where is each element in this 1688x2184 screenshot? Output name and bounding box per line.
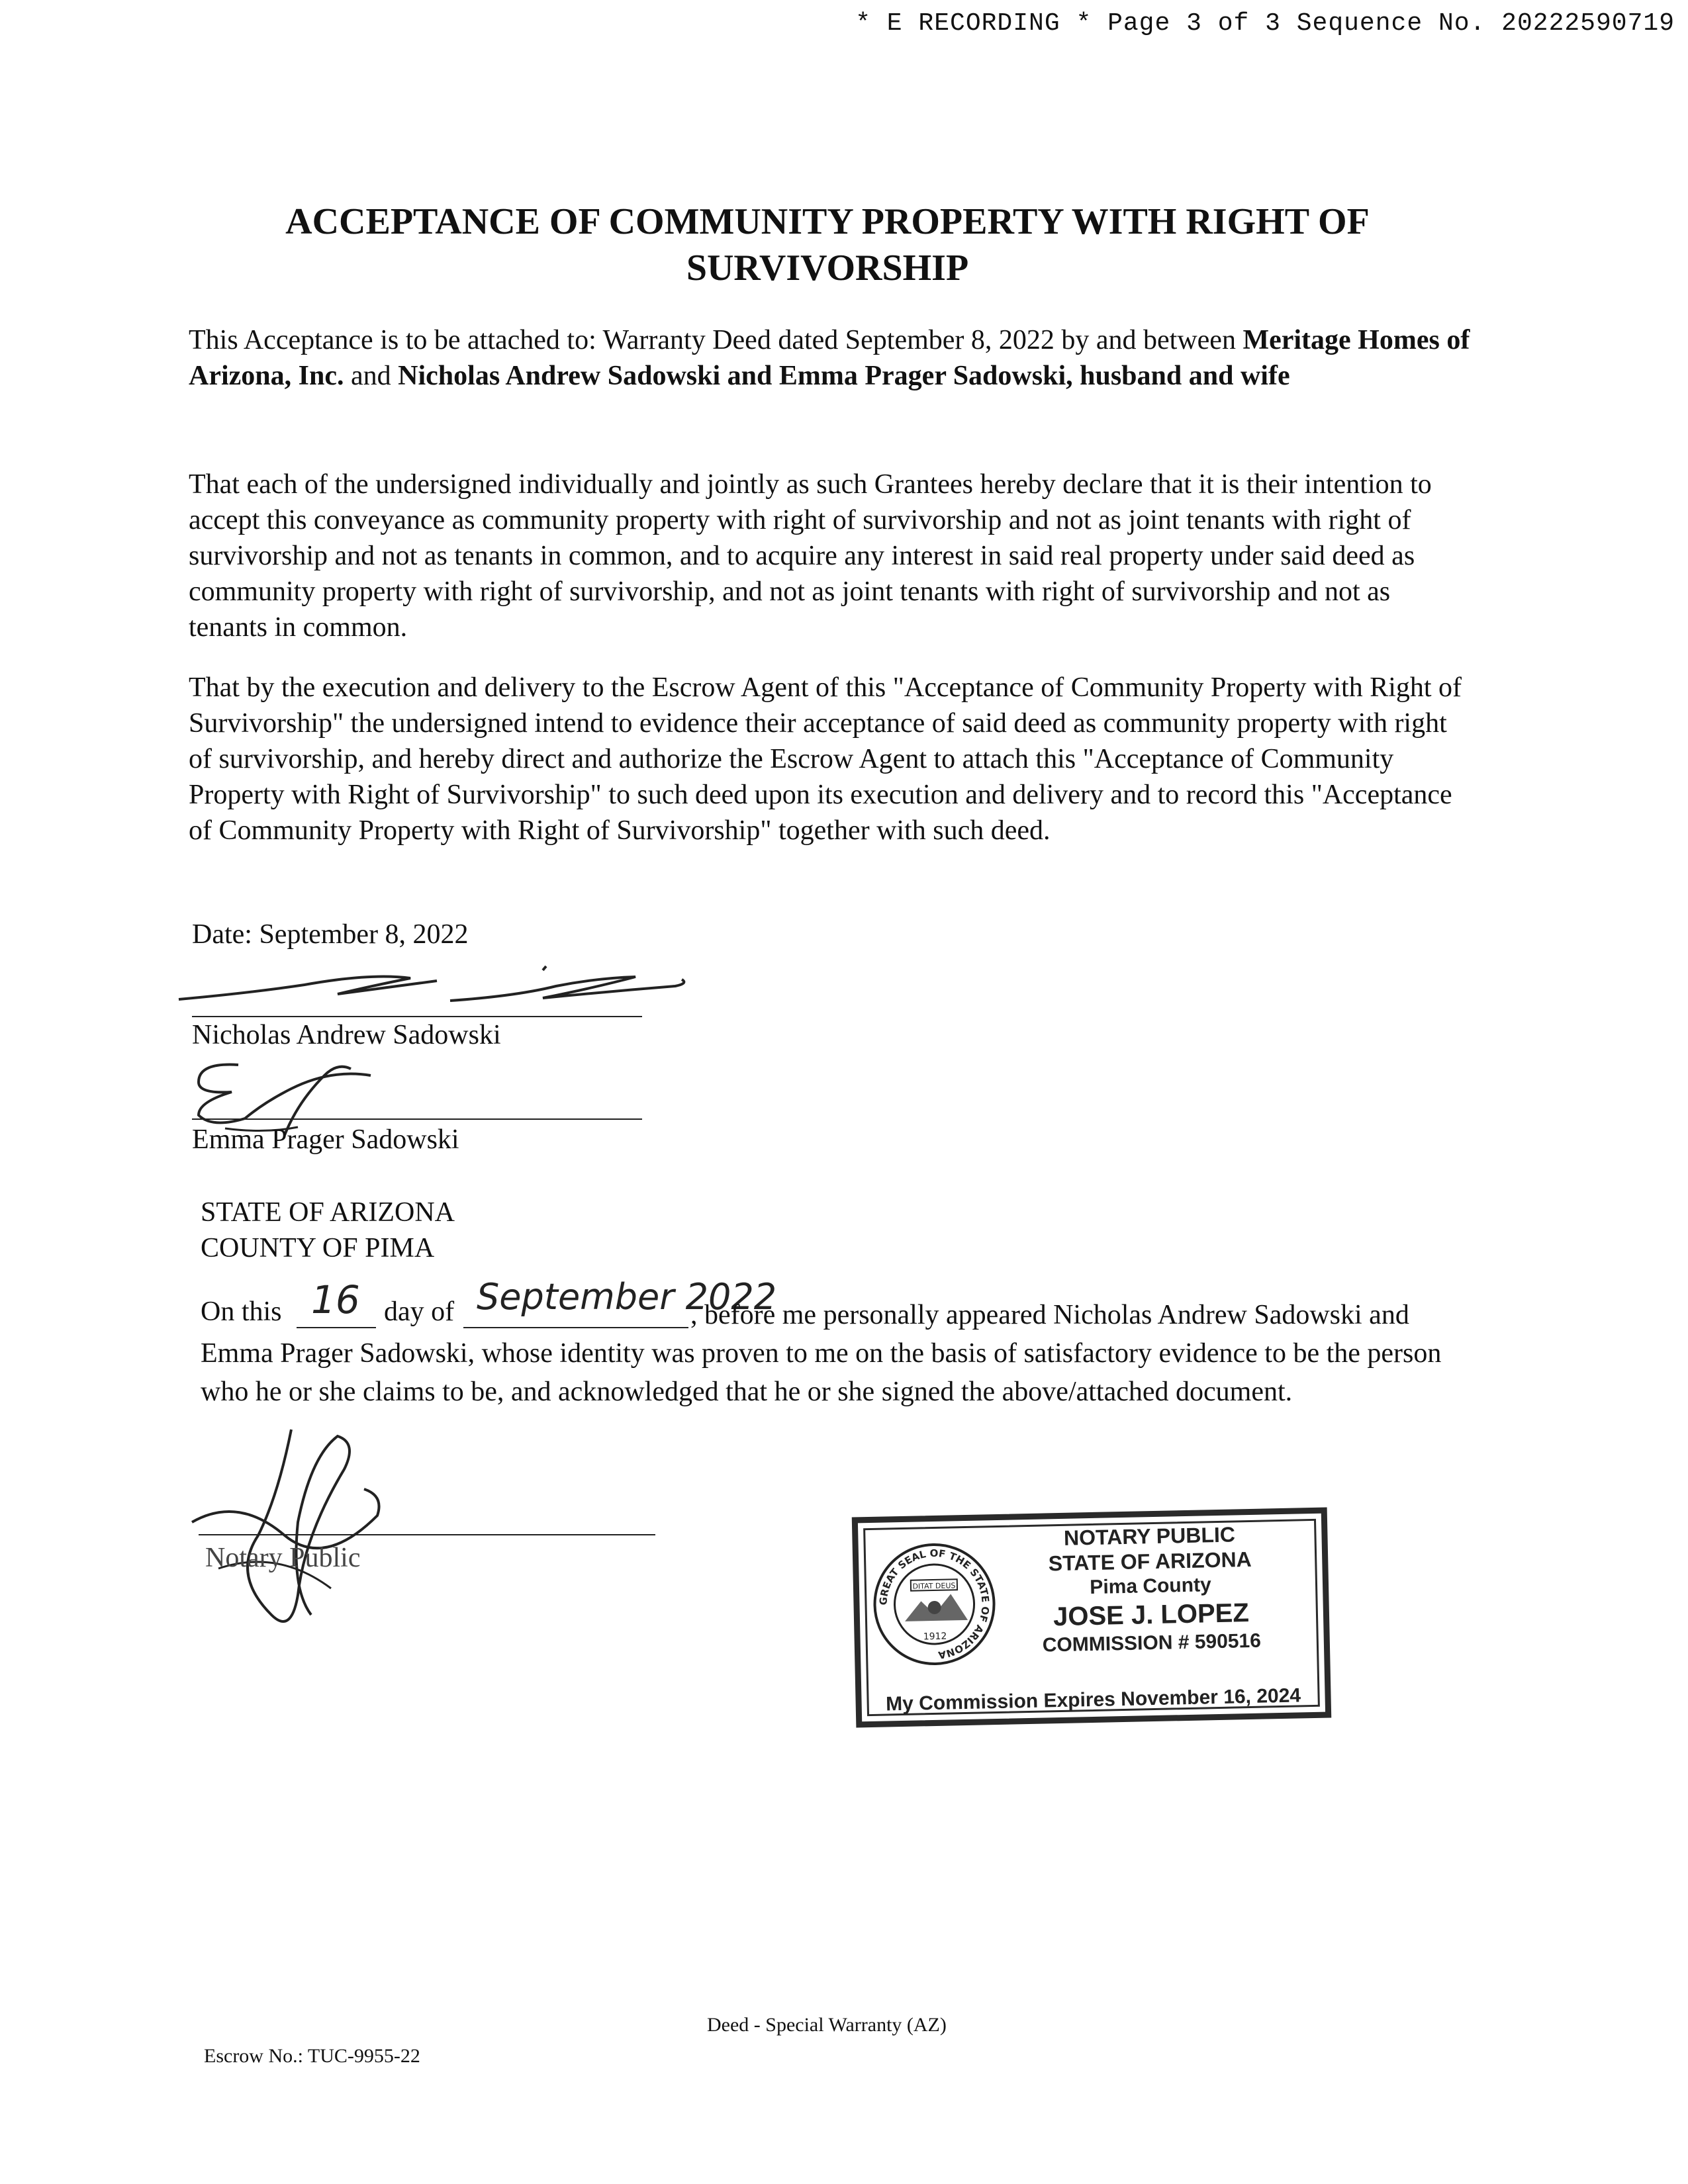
notary-public-label: Notary Public	[205, 1543, 361, 1573]
and-word: and	[344, 361, 399, 391]
notary-stamp	[852, 1508, 1332, 1728]
on-this-label: On this	[201, 1297, 282, 1327]
seal-motto: DITAT DEUS	[912, 1581, 956, 1591]
signature-nicholas	[172, 960, 688, 1019]
seal-year: 1912	[923, 1631, 947, 1643]
notary-state: STATE OF ARIZONA	[201, 1197, 455, 1228]
escrow-paragraph: That by the execution and delivery to the Escrow Agent of this "Acceptance of Community Property with Right of Survivorship" the undersigned intend to evidence their acceptance of said deed as community property with right of survivorship, and hereby direct and authorize the Escrow Agent to attach this "Acceptance of Community Property with Right of Survivorship" to such deed upon its execution and delivery and to record this "Acceptance of Community Property with Right of Survivorship" together with such deed.	[189, 672, 1462, 846]
stamp-line-expiration: My Commission Expires November 16, 2024	[885, 1684, 1301, 1715]
seal-ring-text: GREAT SEAL OF THE STATE OF ARIZONA	[877, 1547, 992, 1661]
stamp-line-commission: COMMISSION # 590516	[1042, 1629, 1262, 1657]
signature-line-2	[192, 1118, 642, 1120]
acknowledgment-text: , before me personally appeared Nicholas Andrew Sadowski and Emma Prager Sadowski, whose identity was proven to me on the basis of satisfactory evidence to be the person who he or she claims to be, and acknowledged that he or she signed the above/attached document.	[201, 1300, 1442, 1407]
attach-intro: This Acceptance is to be attached to: Warranty Deed dated September 8, 2022 by and between	[189, 325, 1243, 355]
grantee-names: Nicholas Andrew Sadowski and Emma Prager Sadowski, husband and wife	[398, 361, 1290, 391]
attachment-paragraph	[189, 322, 1473, 394]
grantor-name: Meritage Homes of Arizona, Inc.	[189, 325, 1470, 391]
intent-paragraph: That each of the undersigned individually and jointly as such Grantees hereby declare that it is their intention to accept this conveyance as community property with right of survivorship and not as joint tenants with right of survivorship and not as tenants in common, and to acquire any interest in said real property under said deed as community property with right of survivorship, and not as joint tenants with right of survivorship and not as tenants in common.	[189, 469, 1432, 643]
form-name-footer: Deed - Special Warranty (AZ)	[707, 2014, 947, 2036]
date-line: Date: September 8, 2022	[192, 919, 469, 950]
stamp-text-block	[1004, 1521, 1297, 1659]
stamp-line-county: Pima County	[1090, 1574, 1212, 1599]
signer-1-name: Nicholas Andrew Sadowski	[192, 1020, 501, 1050]
signature-line-1	[192, 1016, 642, 1017]
handwritten-day: 16	[311, 1277, 360, 1322]
document-title: ACCEPTANCE OF COMMUNITY PROPERTY WITH RIGHT OF SURVIVORSHIP	[285, 201, 1370, 289]
stamp-line-state: STATE OF ARIZONA	[1048, 1547, 1252, 1576]
notary-county: COUNTY OF PIMA	[201, 1233, 435, 1263]
stamp-line-notary-public: NOTARY PUBLIC	[1063, 1522, 1236, 1550]
recording-header: * E RECORDING * Page 3 of 3 Sequence No. 20222590719	[855, 9, 1675, 38]
notary-signature-line	[199, 1534, 655, 1535]
handwritten-month: September 2022	[477, 1276, 777, 1318]
arizona-state-seal	[870, 1540, 999, 1668]
signer-2-name: Emma Prager Sadowski	[192, 1124, 459, 1155]
escrow-number-footer: Escrow No.: TUC-9955-22	[204, 2045, 420, 2067]
stamp-line-notary-name: JOSE J. LOPEZ	[1053, 1598, 1250, 1632]
day-of-label: day of	[384, 1297, 455, 1327]
